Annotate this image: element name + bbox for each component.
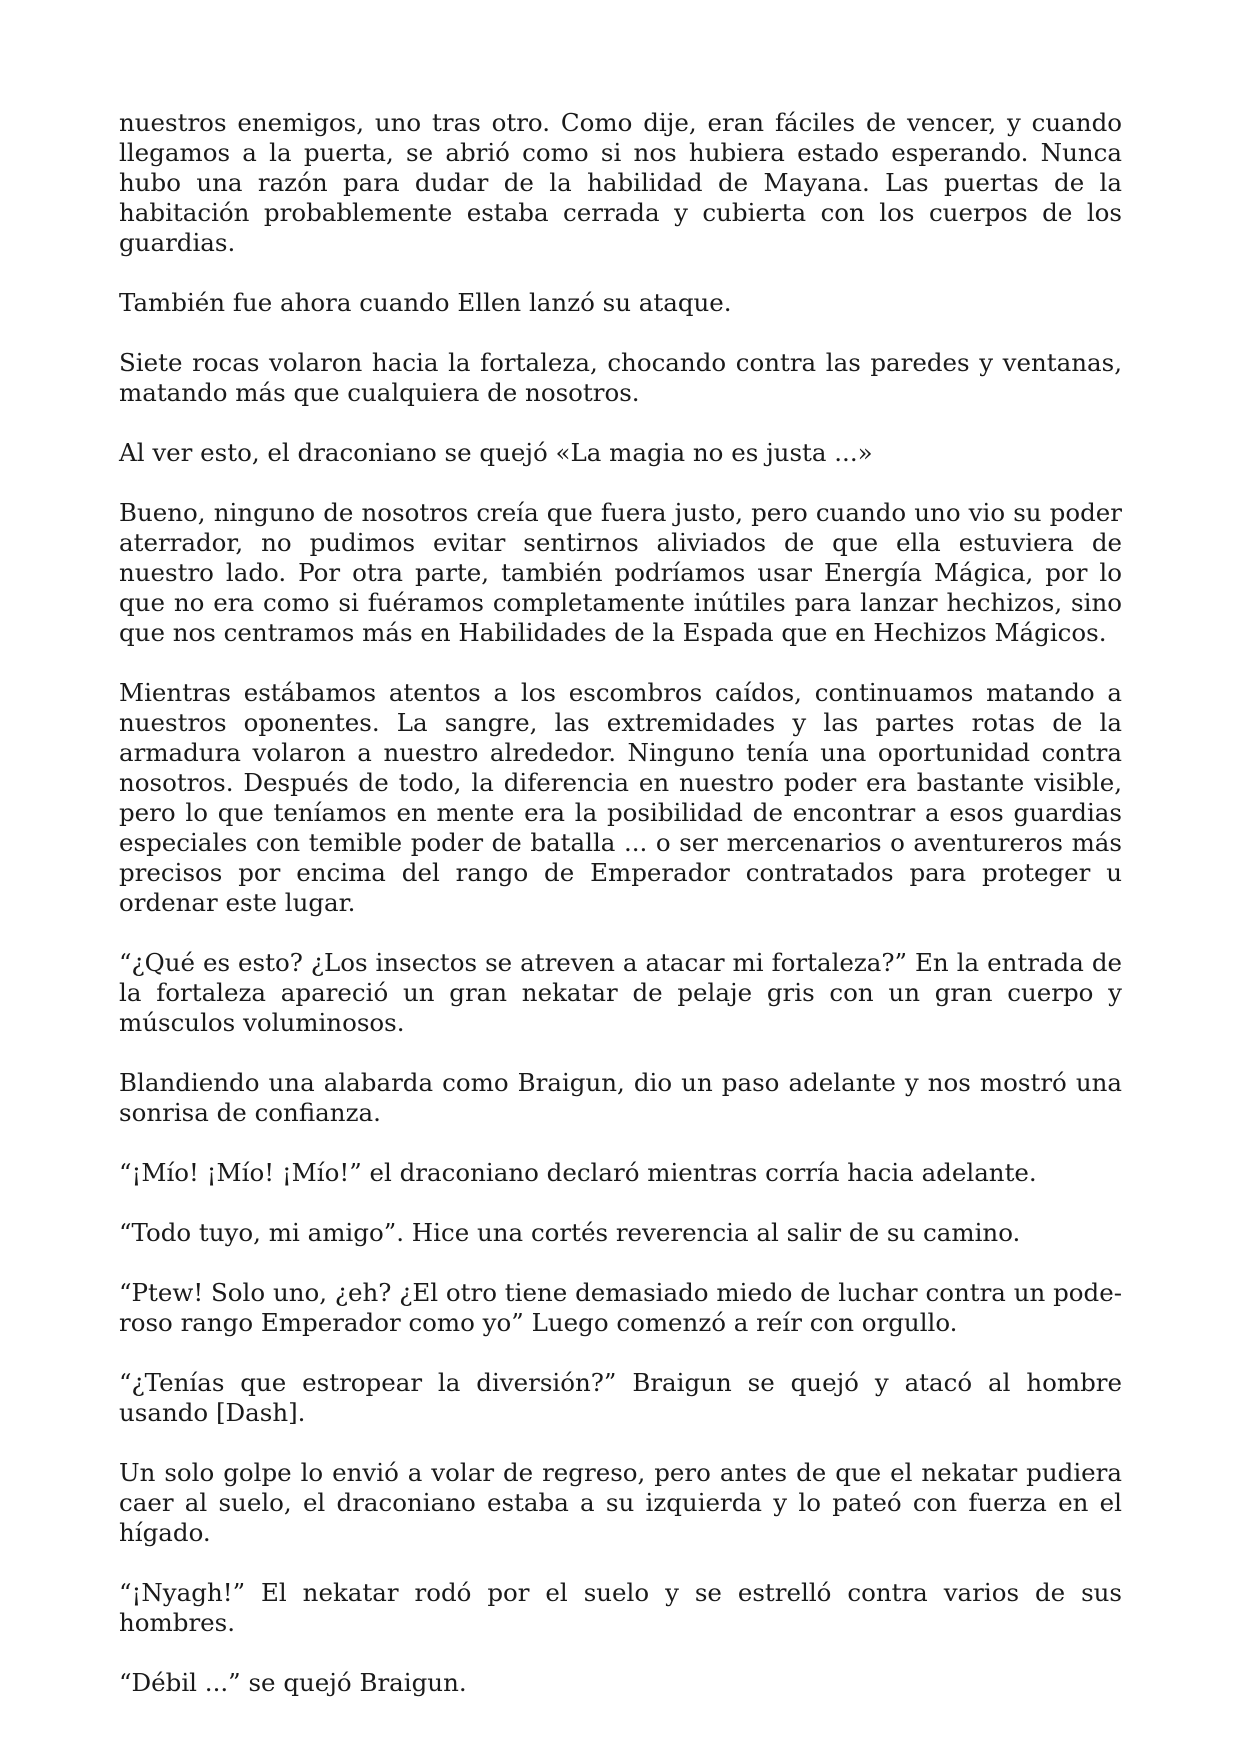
paragraph: nuestros enemigos, uno tras otro. Como dije, eran fáciles de vencer, y cuando llegamos a la puerta, se abrió como si nos hubiera estado esperando. Nunca hubo una razón para dudar de la habilidad de Mayana. Las puertas de la habitación probablemente estaba cerrada y cubierta con los cuerpos de los guardias. [119,108,1122,257]
paragraph: “Ptew! Solo uno, ¿eh? ¿El otro tiene demasiado miedo de luchar contra un poderoso rango Emperador como yo” Luego comenzó a reír con orgullo. [119,1278,1122,1337]
paragraph: Un solo golpe lo envió a volar de regreso, pero antes de que el nekatar pudiera caer al suelo, el draconiano estaba a su izquierda y lo pateó con fuerza en el hígado. [119,1458,1122,1547]
paragraph: También fue ahora cuando Ellen lanzó su ataque. [119,288,732,317]
paragraph: Al ver esto, el draconiano se quejó «La magia no es justa ...» [119,438,873,467]
document-page [119,108,1122,1698]
paragraph: “Débil ...” se quejó Braigun. [119,1668,467,1697]
paragraph: “¿Tenías que estropear la diversión?” Braigun se quejó y atacó al hombre usando [Dash]. [119,1368,1122,1427]
paragraph: “Todo tuyo, mi amigo”. Hice una cortés reverencia al salir de su camino. [119,1218,1021,1247]
paragraph: Blandiendo una alabarda como Braigun, dio un paso adelante y nos mostró una sonrisa de confianza. [119,1068,1122,1127]
paragraph: Bueno, ninguno de nosotros creía que fuera justo, pero cuando uno vio su poder aterrador, no pudimos evitar sentirnos aliviados de que ella estuviera de nuestro lado. Por otra parte, también podríamos usar Energía Mágica, por lo que no era como si fuéramos completamente inútiles para lanzar hechizos, sino que nos centramos más en Habilidades de la Espada que en Hechizos Mágicos. [119,498,1122,647]
paragraph: “¡Mío! ¡Mío! ¡Mío!” el draconiano declaró mientras corría hacia adelante. [119,1158,1037,1187]
paragraph: “¡Nyagh!” El nekatar rodó por el suelo y se estrelló contra varios de sus hombres. [119,1578,1122,1637]
paragraph: Mientras estábamos atentos a los escombros caídos, continuamos matando a nuestros oponentes. La sangre, las extremidades y las partes rotas de la armadura volaron a nuestro alrededor. Ninguno tenía una oportunidad contra nosotros. Después de todo, la diferencia en nuestro poder era bastante visible, pero lo que teníamos en mente era la posibilidad de encontrar a esos guardias especiales con temible poder de batalla ... o ser mercenarios o aventureros más precisos por encima del rango de Emperador contratados para proteger u ordenar este lugar. [119,678,1122,917]
paragraph: Siete rocas volaron hacia la fortaleza, chocando contra las paredes y ventanas, matando más que cualquiera de nosotros. [119,348,1122,407]
paragraph: “¿Qué es esto? ¿Los insectos se atreven a atacar mi fortaleza?” En la entrada de la fortaleza apareció un gran nekatar de pelaje gris con un gran cuerpo y músculos voluminosos. [119,948,1122,1037]
